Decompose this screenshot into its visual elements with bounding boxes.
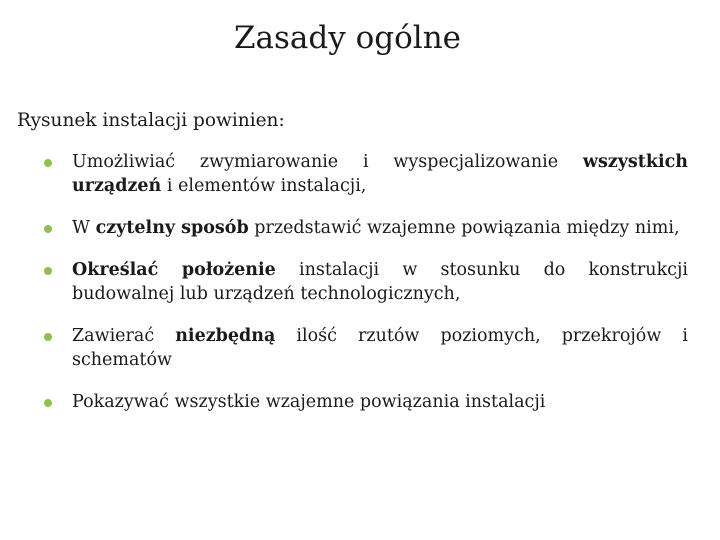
bullet-icon: [44, 399, 52, 407]
bullet-icon: [44, 267, 52, 275]
bullet-list: [40, 150, 688, 432]
list-item: [40, 324, 688, 372]
list-item: [40, 390, 688, 414]
item-text: przedstawić wzajemne powiązania między nimi,: [248, 218, 680, 238]
bullet-icon: [44, 333, 52, 341]
item-emphasis: wszystkich urządzeń: [72, 152, 688, 196]
list-item: [40, 258, 688, 306]
item-text: Umożliwiać zwymiarowanie i wyspecjalizowanie: [72, 152, 583, 172]
item-text: i elementów instalacji,: [161, 176, 367, 196]
item-emphasis: czytelny sposób: [95, 218, 249, 238]
item-text: ilość rzutów poziomych, przekrojów i schematów: [72, 326, 688, 370]
item-emphasis: niezbędną: [175, 326, 276, 346]
item-emphasis: Określać położenie: [72, 260, 276, 280]
item-text: W: [72, 218, 96, 238]
list-item: [40, 216, 688, 240]
item-text: Zawierać: [72, 326, 176, 346]
intro-text: Rysunek instalacji powinien:: [17, 110, 285, 131]
slide-title: Zasady ogólne: [233, 20, 462, 56]
item-text: instalacji w stosunku do konstrukcji budowalnej lub urządzeń technologicznych,: [72, 260, 688, 304]
list-item: [40, 150, 688, 198]
bullet-icon: [44, 159, 52, 167]
item-text: Pokazywać wszystkie wzajemne powiązania instalacji: [72, 392, 546, 412]
bullet-icon: [44, 225, 52, 233]
